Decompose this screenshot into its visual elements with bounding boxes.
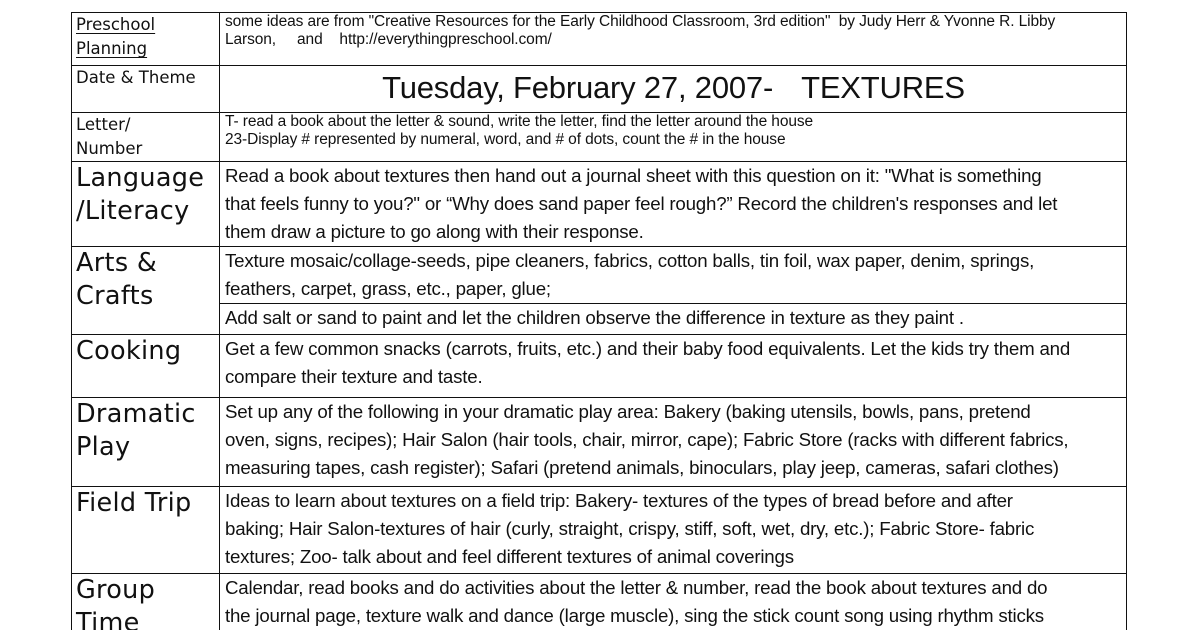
label-line: Letter/ [76, 115, 131, 134]
activity-line: that feels funny to you?" or “Why does sand paper feel rough?” Record the children's responses and let [225, 193, 1058, 214]
letter-number-row [72, 113, 1127, 162]
label-line: Language [76, 163, 205, 193]
activity-line: feathers, carpet, grass, etc., paper, glue; [225, 278, 551, 299]
preschool-plan-table [71, 12, 1127, 630]
activity-line: textures; Zoo- talk about and feel different textures of animal coverings [225, 546, 794, 567]
label-line: Number [76, 139, 143, 158]
activity-line: compare their texture and taste. [225, 366, 483, 387]
cooking-row [72, 335, 1127, 398]
label-line: Cooking [76, 336, 182, 366]
cooking-label [72, 335, 220, 398]
label-line: Arts & [76, 248, 158, 278]
sources-cell [220, 13, 1127, 66]
activity-line: Read a book about textures then hand out a journal sheet with this question on it: "What is something [225, 165, 1042, 186]
activity-line: Set up any of the following in your dramatic play area: Bakery (baking utensils, bowls, pans, pretend [225, 401, 1031, 422]
sources-row [72, 13, 1127, 66]
activity-line: Get a few common snacks (carrots, fruits, etc.) and their baby food equivalents. Let the kids try them and [225, 338, 1071, 359]
field-trip-label [72, 487, 220, 574]
group-time-cell [220, 574, 1127, 630]
arts-crafts-row [72, 247, 1127, 304]
plan-theme: TEXTURES [801, 70, 965, 105]
activity-line: baking; Hair Salon-textures of hair (curly, straight, crispy, stiff, soft, wet, dry, etc.); Fabric Store- fabric [225, 518, 1035, 539]
date-theme-cell [220, 66, 1127, 113]
letter-number-label [72, 113, 220, 162]
plan-date: Tuesday, February 27, 2007- [382, 70, 774, 105]
arts-crafts-label [72, 247, 220, 335]
group-time-label [72, 574, 220, 630]
label-line: Time [76, 608, 140, 630]
language-literacy-row [72, 162, 1127, 247]
activity-line: Texture mosaic/collage-seeds, pipe cleaners, fabrics, cotton balls, tin foil, wax paper, denim, springs, [225, 250, 1035, 271]
label-line: Play [76, 432, 131, 462]
arts-crafts-entry-1 [220, 247, 1127, 304]
activity-line: T- read a book about the letter & sound, write the letter, find the letter around the house [225, 113, 814, 130]
arts-crafts-entry-2 [220, 304, 1127, 335]
label-line: Group [76, 575, 156, 605]
field-trip-row [72, 487, 1127, 574]
activity-line: Ideas to learn about textures on a field trip: Bakery- textures of the types of bread before and after [225, 490, 1013, 511]
label-line: Crafts [76, 281, 154, 311]
activity-line: oven, signs, recipes); Hair Salon (hair tools, chair, mirror, cape); Fabric Store (racks with different fabrics, [225, 429, 1069, 450]
date-theme-row [72, 66, 1127, 113]
label-line: Dramatic [76, 399, 196, 429]
language-literacy-cell [220, 162, 1127, 247]
activity-line: Add salt or sand to paint and let the children observe the difference in texture as they paint . [225, 307, 964, 328]
dramatic-play-cell [220, 398, 1127, 487]
cooking-cell [220, 335, 1127, 398]
language-literacy-label [72, 162, 220, 247]
dramatic-play-row [72, 398, 1127, 487]
activity-line: measuring tapes, cash register); Safari (pretend animals, binoculars, play jeep, cameras, safari clothes) [225, 457, 1059, 478]
activity-line: them draw a picture to go along with their response. [225, 221, 644, 242]
activity-line: 23-Display # represented by numeral, word, and # of dots, count the # in the house [225, 131, 786, 148]
label-line: Planning [76, 39, 148, 58]
dramatic-play-label [72, 398, 220, 487]
letter-number-cell [220, 113, 1127, 162]
arts-crafts-row-2 [72, 304, 1127, 335]
preschool-planning-label [72, 13, 220, 66]
label-line: Date & Theme [76, 68, 196, 87]
activity-line: Calendar, read books and do activities about the letter & number, read the book about textures and do [225, 577, 1048, 598]
activity-line: the journal page, texture walk and dance (large muscle), sing the stick count song using rhythm sticks [225, 605, 1044, 626]
date-theme-label [72, 66, 220, 113]
label-line: Field Trip [76, 488, 192, 518]
sources-line: some ideas are from "Creative Resources for the Early Childhood Classroom, 3rd edition" by Judy Herr & Yvonne R. Libby [225, 13, 1056, 30]
label-line: /Literacy [76, 196, 190, 226]
sources-line: Larson, and http://everythingpreschool.com/ [225, 31, 552, 48]
field-trip-cell [220, 487, 1127, 574]
label-line: Preschool [76, 15, 156, 34]
group-time-row [72, 574, 1127, 630]
